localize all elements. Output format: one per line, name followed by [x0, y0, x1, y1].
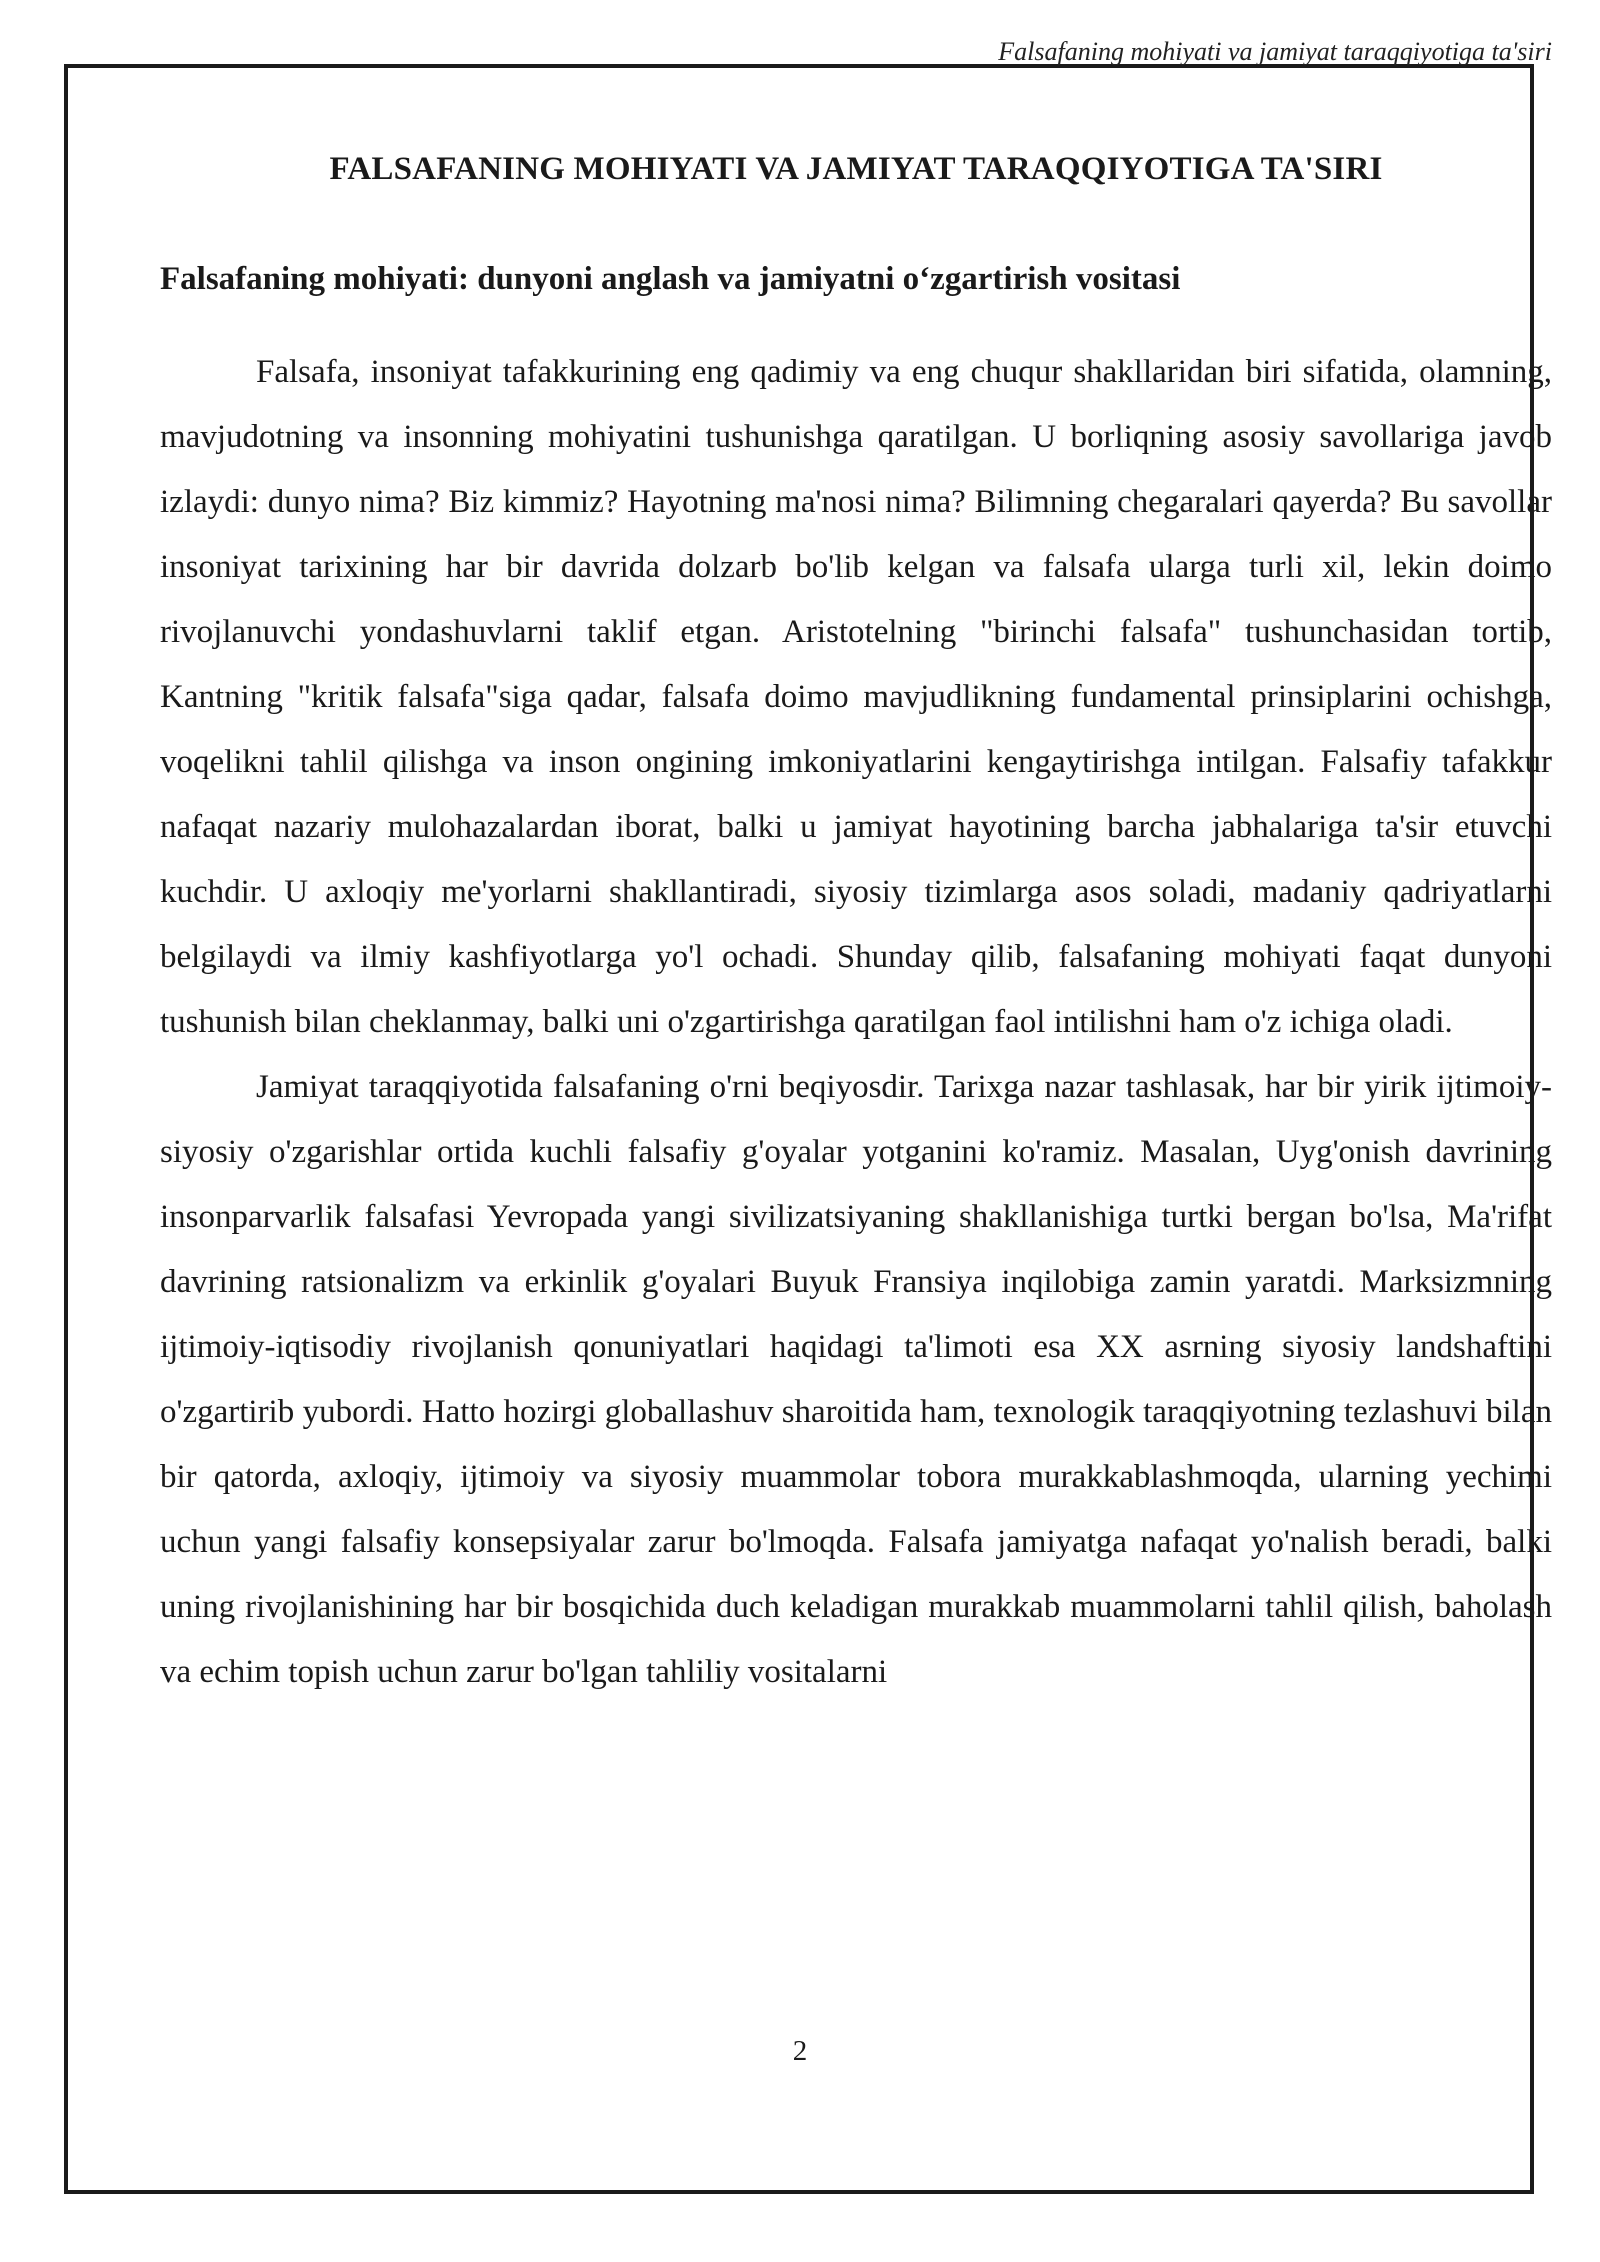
page-number: 2 [792, 2035, 808, 2067]
running-header: Falsafaning mohiyati va jamiyat taraqqiyotiga ta'siri [998, 37, 1552, 66]
body-text [160, 340, 1552, 1705]
document-title: FALSAFANING MOHIYATI VA JAMIYAT TARAQQIYOTIGA TA'SIRI [329, 151, 1383, 187]
paragraph-2: Jamiyat taraqqiyotida falsafaning o'rni beqiyosdir. Tarixga nazar tashlasak, har bir yirik ijtimoiy-siyosiy o'zgarishlar ortida kuchli falsafiy g'oyalar yotganini ko'ramiz. Masalan, Uyg'onish davrining insonparvarlik falsafasi Yevropada yangi sivilizatsiyaning shakllanishiga turtki bergan bo'lsa, Ma'rifat davrining ratsionalizm va erkinlik g'oyalari Buyuk Fransiya inqilobiga zamin yaratdi. Marksizmning ijtimoiy-iqtisodiy rivojlanish qonuniyatlari haqidagi ta'limoti esa XX asrning siyosiy landshaftini o'zgartirib yubordi. Hatto hozirgi globallashuv sharoitida ham, texnologik taraqqiyotning tezlashuvi bilan bir qatorda, axloqiy, ijtimoiy va siyosiy muammolar tobora murakkablashmoqda, ularning yechimi uchun yangi falsafiy konsepsiyalar zarur bo'lmoqda. Falsafa jamiyatga nafaqat yo'nalish beradi, balki uning rivojlanishining har bir bosqichida duch keladigan murakkab muammolarni tahlil qilish, baholash va echim topish uchun zarur bo'lgan tahliliy vositalarni [160, 1069, 1552, 1690]
paragraph-1: Falsafa, insoniyat tafakkurining eng qadimiy va eng chuqur shakllaridan biri sifatida, olamning, mavjudotning va insonning mohiyatini tushunishga qaratilgan. U borliqning asosiy savollariga javob izlaydi: dunyo nima? Biz kimmiz? Hayotning ma'nosi nima? Bilimning chegaralari qayerda? Bu savollar insoniyat tarixining har bir davrida dolzarb bo'lib kelgan va falsafa ularga turli xil, lekin doimo rivojlanuvchi yondashuvlarni taklif etgan. Aristotelning "birinchi falsafa" tushunchasidan tortib, Kantning "kritik falsafa"siga qadar, falsafa doimo mavjudlikning fundamental prinsiplarini ochishga, voqelikni tahlil qilishga va inson ongining imkoniyatlarini kengaytirishga intilgan. Falsafiy tafakkur nafaqat nazariy mulohazalardan iborat, balki u jamiyat hayotining barcha jabhalariga ta'sir etuvchi kuchdir. U axloqiy me'yorlarni shakllantiradi, siyosiy tizimlarga asos soladi, madaniy qadriyatlarni belgilaydi va ilmiy kashfiyotlarga yo'l ochadi. Shunday qilib, falsafaning mohiyati faqat dunyoni tushunish bilan cheklanmay, balki uni o'zgartirishga qaratilgan faol intilishni ham o'z ichiga oladi. [160, 354, 1552, 1040]
section-heading: Falsafaning mohiyati: dunyoni anglash va jamiyatni o‘zgartirish vositasi [160, 261, 1181, 297]
